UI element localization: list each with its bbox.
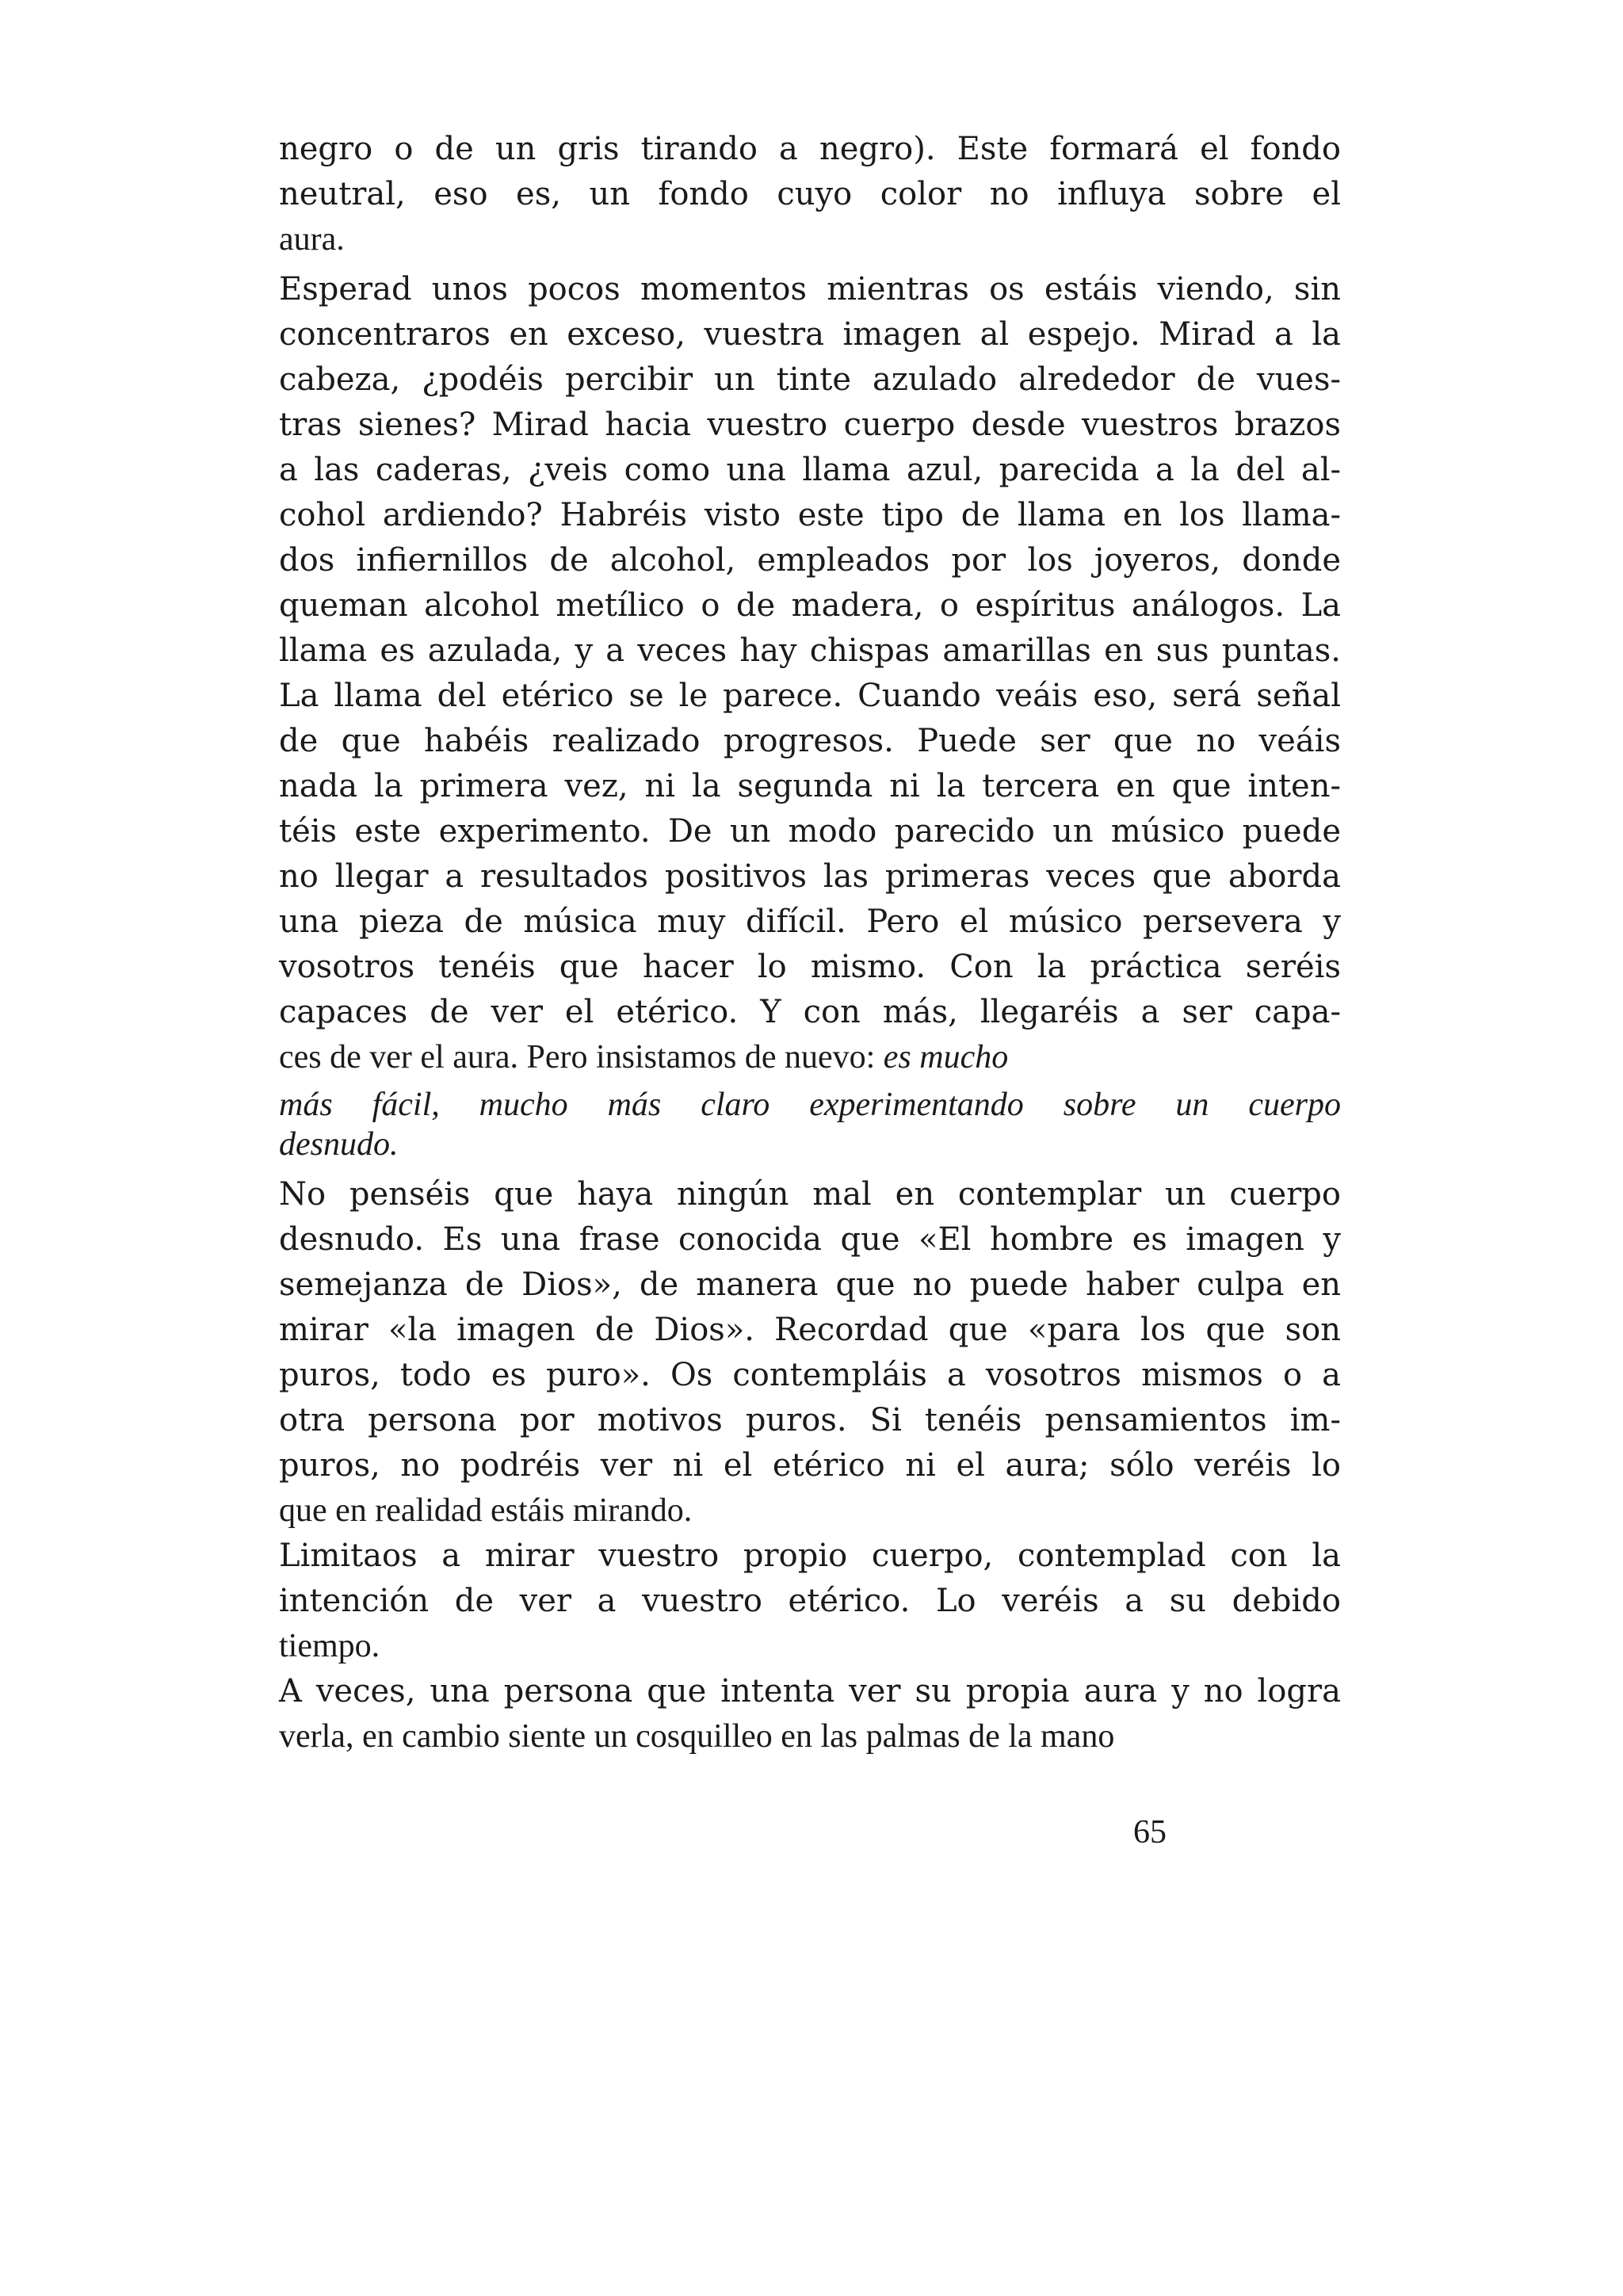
text-line: dos infiernillos de alcohol, empleados por los joyeros, donde [279, 542, 1341, 579]
text-line: La llama del etérico se le parece. Cuando veáis eso, será señal [279, 678, 1341, 714]
text-line: de que habéis realizado progresos. Puede ser que no veáis [279, 723, 1341, 759]
text-line: mirar «la imagen de Dios». Recordad que «para los que son [279, 1312, 1341, 1348]
text-line: téis este experimento. De un modo parecido un músico puede [279, 813, 1341, 850]
text-line: intención de ver a vuestro etérico. Lo veréis a su debido [279, 1583, 1341, 1619]
text-line: tras sienes? Mirad hacia vuestro cuerpo desde vuestros brazos [279, 407, 1341, 443]
text-line: una pieza de música muy difícil. Pero el músico persevera y [279, 904, 1341, 940]
text-line: puros, no podréis ver ni el etérico ni el aura; sólo veréis lo [279, 1447, 1341, 1484]
body-text [279, 127, 1341, 1759]
text-line: no llegar a resultados positivos las primeras veces que aborda [279, 858, 1341, 895]
text-line: otra persona por motivos puros. Si tenéis pensamientos im- [279, 1402, 1341, 1438]
text-line: negro o de un gris tirando a negro). Este formará el fondo [279, 131, 1341, 167]
text-line: verla, en cambio siente un cosquilleo en las palmas de la mano [279, 1718, 1115, 1755]
text-line: llama es azulada, y a veces hay chispas amarillas en sus puntas. [279, 632, 1341, 669]
text-line: Esperad unos pocos momentos mientras os estáis viendo, sin [279, 271, 1341, 308]
text-line: capaces de ver el etérico. Y con más, llegaréis a ser capa- [279, 994, 1341, 1030]
text-line: queman alcohol metílico o de madera, o espíritus análogos. La [279, 587, 1341, 624]
text-line: cabeza, ¿podéis percibir un tinte azulado alrededor de vues- [279, 361, 1341, 398]
text-line: tiempo. [279, 1628, 380, 1664]
italic-line: más fácil, mucho más claro experimentando sobre un cuerpo [279, 1087, 1341, 1123]
text-line: que en realidad estáis mirando. [279, 1492, 693, 1529]
text-line: neutral, eso es, un fondo cuyo color no influya sobre el [279, 176, 1341, 212]
text-line: vosotros tenéis que hacer lo mismo. Con la práctica seréis [279, 949, 1341, 985]
text-line: semejanza de Dios», de manera que no puede haber culpa en [279, 1266, 1341, 1303]
mixed-text-line [279, 1035, 1341, 1080]
page-number: 65 [1133, 1814, 1167, 1851]
text-line: No penséis que haya ningún mal en contemplar un cuerpo [279, 1176, 1341, 1213]
text-line: cohol ardiendo? Habréis visto este tipo de llama en los llama- [279, 497, 1341, 533]
text-line: puros, todo es puro». Os contempláis a vosotros mismos o a [279, 1357, 1341, 1393]
text-line: Limitaos a mirar vuestro propio cuerpo, contemplad con la [279, 1538, 1341, 1574]
italic-line: desnudo. [279, 1126, 399, 1163]
text-line: desnudo. Es una frase conocida que «El hombre es imagen y [279, 1221, 1341, 1258]
text-line: nada la primera vez, ni la segunda ni la tercera en que inten- [279, 768, 1341, 804]
text-line: a las caderas, ¿veis como una llama azul, parecida a la del al- [279, 452, 1341, 488]
mixed-line-italic: es mucho [883, 1039, 1009, 1075]
mixed-line-normal: ces de ver el aura. Pero insistamos de nuevo: [279, 1039, 884, 1075]
text-line: A veces, una persona que intenta ver su propia aura y no logra [279, 1673, 1341, 1710]
text-line: concentraros en exceso, vuestra imagen al espejo. Mirad a la [279, 316, 1341, 353]
text-line: aura. [279, 221, 345, 258]
